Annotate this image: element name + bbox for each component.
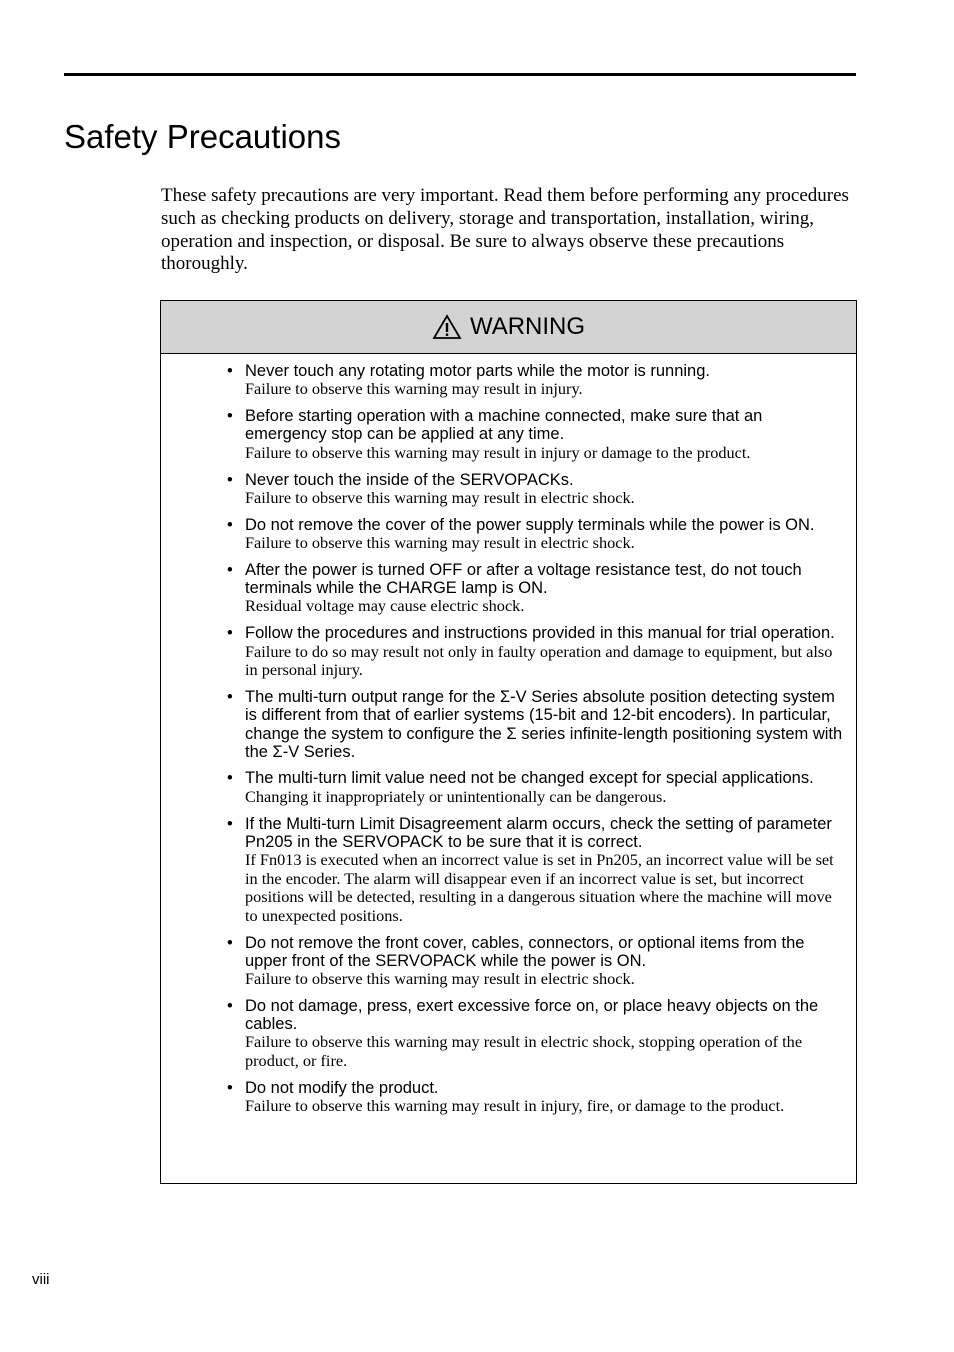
warning-triangle-icon: [432, 314, 462, 340]
warning-item: [227, 561, 848, 616]
warning-item-note: Failure to observe this warning may result in electric shock, stopping operation of the product, or fire.: [245, 1032, 803, 1070]
warning-item: [227, 362, 848, 399]
warning-item-text: Before starting operation with a machine connected, make sure that an emergency stop can be applied at any time.: [245, 407, 763, 444]
warning-item: [227, 515, 848, 553]
bullet: •: [227, 515, 233, 534]
warning-header: [161, 301, 856, 354]
warning-item-text: Never touch any rotating motor parts while the motor is running.: [245, 362, 710, 380]
bullet: •: [227, 769, 233, 788]
bullet: •: [227, 407, 233, 426]
warning-item: [227, 688, 848, 761]
warning-label: WARNING: [469, 313, 586, 340]
bullet: •: [227, 470, 233, 489]
warning-item-note: Failure to observe this warning may result in injury, fire, or damage to the product.: [245, 1096, 785, 1116]
warning-item-text: Do not remove the cover of the power supply terminals while the power is ON.: [245, 515, 815, 534]
warning-item-text: After the power is turned OFF or after a voltage resistance test, do not touch terminals while the CHARGE lamp is ON.: [245, 561, 802, 598]
bullet: •: [227, 624, 233, 643]
warning-item-text: Do not damage, press, exert excessive force on, or place heavy objects on the cables.: [245, 996, 819, 1034]
bullet: •: [227, 1078, 233, 1097]
warning-item-text: Never touch the inside of the SERVOPACKs.: [245, 470, 574, 489]
warning-item: [227, 1078, 848, 1116]
warning-item-text: The multi-turn limit value need not be changed except for special applications.: [245, 769, 814, 788]
warning-item-note: Failure to observe this warning may result in injury or damage to the product.: [245, 442, 751, 462]
warning-item-note: Failure to observe this warning may result in electric shock.: [245, 968, 635, 988]
page-number: viii: [32, 1271, 50, 1288]
warning-box: [160, 300, 857, 1184]
warning-item: [227, 624, 848, 680]
page-title: Safety Precautions: [64, 118, 341, 155]
warning-item-note: If Fn013 is executed when an incorrect value is set in Pn205, an incorrect value will be set in the encoder. The alarm will disappear even if an incorrect value is set, but incorrect positions will be detected, resulting in a dangerous situation where the machine will move to unexpected positions.: [245, 850, 834, 925]
warning-item-note: Failure to do so may result not only in faulty operation and damage to equipment, but also in personal injury.: [245, 641, 833, 680]
warning-item: [227, 407, 848, 462]
warning-item-note: Failure to observe this warning may result in injury.: [245, 379, 583, 399]
warning-item-note: Failure to observe this warning may result in electric shock.: [245, 533, 635, 553]
bullet: •: [227, 814, 233, 833]
warning-item-note: Residual voltage may cause electric shock.: [245, 596, 525, 616]
top-rule: [64, 73, 856, 76]
warning-item: [227, 996, 848, 1070]
bullet: •: [227, 362, 233, 380]
bullet: •: [227, 933, 233, 952]
warning-item: [227, 933, 848, 989]
warning-item-note: Failure to observe this warning may result in electric shock.: [245, 487, 635, 507]
warning-item-note: Changing it inappropriately or unintentionally can be dangerous.: [245, 786, 667, 806]
warning-item-text: If the Multi-turn Limit Disagreement alarm occurs, check the setting of parameter Pn205 in the SERVOPACK to be sure that it is correct.: [245, 814, 832, 851]
bullet: •: [227, 688, 233, 707]
warning-item-text: Do not modify the product.: [245, 1078, 439, 1097]
warning-item-text: The multi-turn output range for the Σ-V Series absolute position detecting system is different from that of earlier systems (15-bit and 12-bit encoders). In particular, change the system to configure the Σ series infinite-length positioning system with the Σ-V Series.: [245, 688, 843, 761]
warning-item-text: Follow the procedures and instructions provided in this manual for trial operation.: [245, 624, 835, 643]
intro-paragraph: These safety precautions are very important. Read them before performing any procedures such as checking products on delivery, storage and transportation, installation, wiring, operation and inspection, or disposal. Be sure to always observe these precautions thoroughly.: [161, 185, 849, 275]
warning-item: [227, 814, 848, 925]
bullet: •: [227, 561, 233, 580]
warning-item: [227, 470, 848, 508]
warning-list: [161, 354, 856, 1116]
warning-item-text: Do not remove the front cover, cables, connectors, or optional items from the upper front of the SERVOPACK while the power is ON.: [245, 933, 805, 970]
bullet: •: [227, 996, 233, 1015]
warning-item: [227, 769, 848, 806]
